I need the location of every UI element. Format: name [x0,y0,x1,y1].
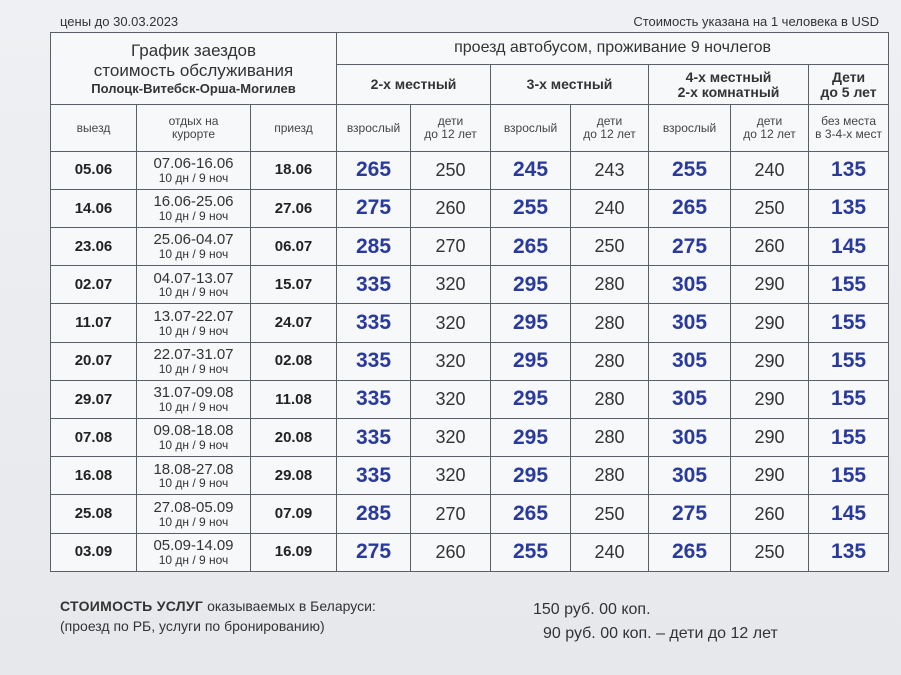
services-note [60,598,376,634]
period-duration: 10 дн / 9 ноч [158,285,229,300]
triple-child-price: 280 [571,266,649,304]
departure-cell: 16.08 [51,457,137,495]
price-table [50,32,889,572]
double-child-price: 320 [411,419,491,457]
services-line1 [60,598,376,614]
double-adult-price: 335 [337,304,411,342]
quad-adult-price: 305 [649,266,731,304]
services-rest: оказываемых в Беларуси: [203,598,376,614]
child-line1: дети [437,114,464,129]
kids-price: 135 [809,533,889,571]
triple-adult-price: 295 [491,380,571,418]
arrival-header: приезд [251,105,337,151]
child-header-double [411,105,491,151]
period-cell [137,304,251,342]
kids-price: 155 [809,380,889,418]
double-adult-price: 265 [337,151,411,189]
period-cell [137,189,251,227]
price-child: 90 руб. 00 коп. – дети до 12 лет [543,625,778,642]
triple-child-price: 280 [571,304,649,342]
double-child-price: 320 [411,457,491,495]
quad-adult-price: 275 [649,495,731,533]
quad-child-price: 290 [731,419,809,457]
double-child-price: 260 [411,189,491,227]
child-line2: до 12 лет [743,127,796,142]
period-cell [137,380,251,418]
double-child-price: 320 [411,304,491,342]
adult-header-quad: взрослый [649,105,731,151]
quad-adult-price: 265 [649,189,731,227]
departure-cell: 02.07 [51,266,137,304]
period-duration: 10 дн / 9 ноч [158,476,229,491]
arrival-cell: 02.08 [251,342,337,380]
triple-adult-price: 295 [491,304,571,342]
arrival-cell: 16.09 [251,533,337,571]
quad-adult-price: 255 [649,151,731,189]
double-adult-price: 285 [337,228,411,266]
double-child-price: 320 [411,380,491,418]
price-note: Стоимость указана на 1 человека в USD [633,14,879,29]
child-line2: до 12 лет [583,127,636,142]
double-adult-price: 335 [337,266,411,304]
arrival-cell: 11.08 [251,380,337,418]
arrival-cell: 15.07 [251,266,337,304]
noseat-header [809,105,889,151]
services-title: СТОИМОСТЬ УСЛУГ [60,598,204,614]
period-cell [137,533,251,571]
table-row [51,419,889,457]
triple-child-price: 280 [571,342,649,380]
table-row [51,342,889,380]
quad-adult-price: 305 [649,304,731,342]
quad-child-price: 290 [731,304,809,342]
period-duration: 10 дн / 9 ноч [158,514,229,529]
period-duration: 10 дн / 9 ноч [158,438,229,453]
main-header: проезд автобусом, проживание 9 ночлегов [337,33,889,65]
arrival-cell: 27.06 [251,189,337,227]
kids-price: 135 [809,151,889,189]
triple-adult-price: 245 [491,151,571,189]
triple-adult-price: 295 [491,419,571,457]
triple-child-price: 280 [571,419,649,457]
room-double-header: 2-х местный [337,65,491,105]
quad-child-price: 290 [731,457,809,495]
period-dates: 25.06-04.07 [153,231,234,249]
table-title-cell [51,33,337,105]
child-header-quad [731,105,809,151]
triple-adult-price: 295 [491,342,571,380]
period-cell [137,419,251,457]
quad-child-price: 250 [731,533,809,571]
triple-adult-price: 255 [491,189,571,227]
double-child-price: 270 [411,495,491,533]
period-dates: 27.08-05.09 [153,498,234,516]
quad-adult-price: 275 [649,228,731,266]
period-cell [137,495,251,533]
quad-child-price: 260 [731,228,809,266]
double-adult-price: 275 [337,189,411,227]
noseat-line2: в 3-4-х мест [815,127,882,142]
quad-child-price: 260 [731,495,809,533]
table-row [51,533,889,571]
route-label: Полоцк-Витебск-Орша-Могилев [91,81,296,97]
table-title: График заездов [131,41,256,61]
period-cell [137,228,251,266]
period-cell [137,266,251,304]
kids-price: 155 [809,419,889,457]
table-row [51,189,889,227]
departure-cell: 05.06 [51,151,137,189]
quad-child-price: 290 [731,342,809,380]
arrival-cell: 29.08 [251,457,337,495]
double-child-price: 250 [411,151,491,189]
table-row [51,151,889,189]
period-cell [137,457,251,495]
period-dates: 31.07-09.08 [153,384,234,402]
arrival-cell: 24.07 [251,304,337,342]
kids-price: 135 [809,189,889,227]
period-duration: 10 дн / 9 ноч [158,209,229,224]
triple-child-price: 240 [571,533,649,571]
kids-line1: Дети [831,69,866,86]
departure-cell: 20.07 [51,342,137,380]
period-dates: 04.07-13.07 [153,269,234,287]
table-subtitle: стоимость обслуживания [93,60,294,80]
kids-header [809,65,889,105]
room-quad-line1: 4-х местный [685,69,772,86]
period-duration: 10 дн / 9 ноч [158,552,229,567]
triple-adult-price: 295 [491,266,571,304]
triple-adult-price: 295 [491,457,571,495]
triple-child-price: 250 [571,495,649,533]
departure-cell: 11.07 [51,304,137,342]
double-child-price: 270 [411,228,491,266]
departure-header: выезд [51,105,137,151]
period-cell [137,151,251,189]
table-row [51,228,889,266]
kids-price: 155 [809,342,889,380]
kids-price: 155 [809,457,889,495]
arrival-cell: 06.07 [251,228,337,266]
kids-price: 145 [809,495,889,533]
double-child-price: 320 [411,266,491,304]
period-dates: 05.09-14.09 [153,537,234,555]
price-adult: 150 руб. 00 коп. [533,601,651,618]
triple-child-price: 240 [571,189,649,227]
child-line1: дети [756,114,783,129]
departure-cell: 03.09 [51,533,137,571]
departure-cell: 29.07 [51,380,137,418]
period-duration: 10 дн / 9 ноч [158,323,229,338]
period-duration: 10 дн / 9 ноч [158,400,229,415]
rest-line2: курорте [171,127,216,142]
period-duration: 10 дн / 9 ноч [158,170,229,185]
table-row [51,304,889,342]
room-quad-line2: 2-х комнатный [677,83,780,100]
triple-adult-price: 265 [491,495,571,533]
quad-child-price: 240 [731,151,809,189]
departure-cell: 23.06 [51,228,137,266]
quad-adult-price: 265 [649,533,731,571]
period-dates: 13.07-22.07 [153,307,234,325]
quad-adult-price: 305 [649,457,731,495]
triple-child-price: 280 [571,380,649,418]
rest-header [137,105,251,151]
triple-child-price: 280 [571,457,649,495]
period-duration: 10 дн / 9 ноч [158,247,229,262]
table-row [51,495,889,533]
double-adult-price: 335 [337,457,411,495]
services-prices [533,601,778,643]
double-adult-price: 285 [337,495,411,533]
adult-header-double: взрослый [337,105,411,151]
quad-child-price: 290 [731,380,809,418]
kids-price: 155 [809,304,889,342]
child-line2: до 12 лет [424,127,477,142]
period-dates: 09.08-18.08 [153,422,234,440]
quad-adult-price: 305 [649,419,731,457]
triple-adult-price: 255 [491,533,571,571]
arrival-cell: 07.09 [251,495,337,533]
room-quad-header [649,65,809,105]
quad-adult-price: 305 [649,380,731,418]
table-row [51,266,889,304]
double-child-price: 260 [411,533,491,571]
child-header-triple [571,105,649,151]
period-dates: 16.06-25.06 [153,193,234,211]
room-triple-header: 3-х местный [491,65,649,105]
triple-adult-price: 265 [491,228,571,266]
rest-line1: отдых на [168,114,219,129]
period-dates: 07.06-16.06 [153,155,234,173]
quad-child-price: 250 [731,189,809,227]
prices-date: цены до 30.03.2023 [60,14,179,29]
services-line2: (проезд по РБ, услуги по бронированию) [60,618,325,634]
period-cell [137,342,251,380]
quad-adult-price: 305 [649,342,731,380]
triple-child-price: 250 [571,228,649,266]
child-line1: дети [596,114,623,129]
triple-child-price: 243 [571,151,649,189]
double-adult-price: 335 [337,419,411,457]
double-child-price: 320 [411,342,491,380]
kids-line2: до 5 лет [820,83,877,100]
adult-header-triple: взрослый [491,105,571,151]
quad-child-price: 290 [731,266,809,304]
kids-price: 145 [809,228,889,266]
departure-cell: 14.06 [51,189,137,227]
table-row [51,457,889,495]
arrival-cell: 20.08 [251,419,337,457]
period-duration: 10 дн / 9 ноч [158,361,229,376]
double-adult-price: 335 [337,342,411,380]
period-dates: 18.08-27.08 [153,460,234,478]
departure-cell: 07.08 [51,419,137,457]
double-adult-price: 335 [337,380,411,418]
table-row [51,380,889,418]
period-dates: 22.07-31.07 [153,346,234,364]
kids-price: 155 [809,266,889,304]
double-adult-price: 275 [337,533,411,571]
arrival-cell: 18.06 [251,151,337,189]
noseat-line1: без места [821,114,877,129]
departure-cell: 25.08 [51,495,137,533]
